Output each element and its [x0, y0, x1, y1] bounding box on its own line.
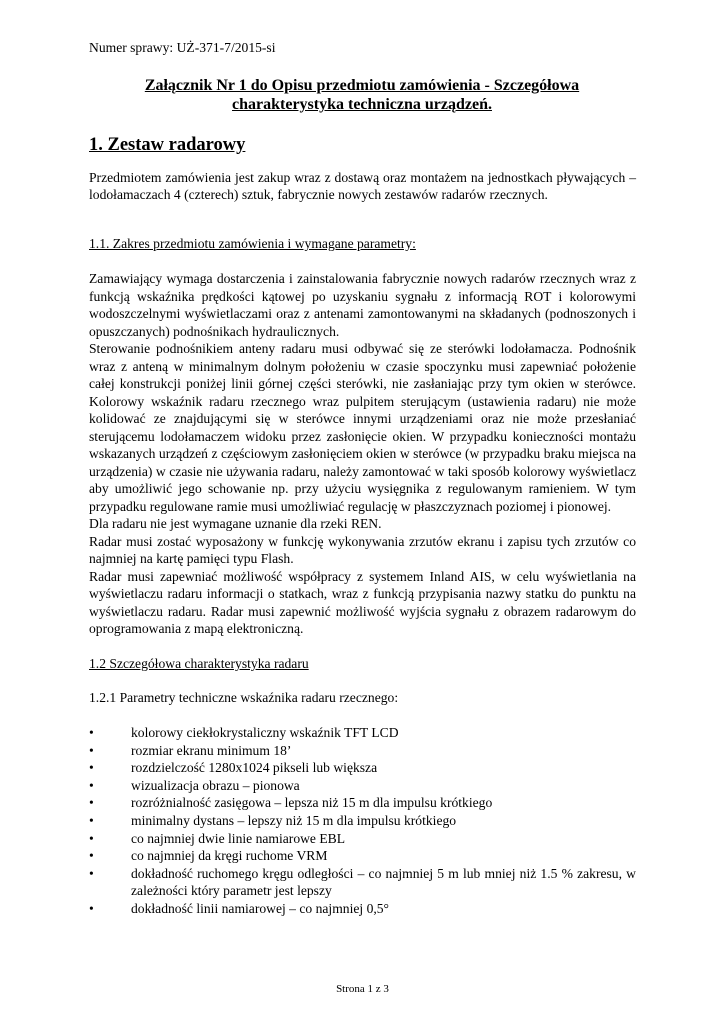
list-item	[89, 742, 636, 760]
bullet-icon: •	[89, 725, 94, 740]
subsection-heading-1-2-1: 1.2.1 Parametry techniczne wskaźnika radaru rzecznego:	[89, 690, 399, 705]
list-item-text: dokładność linii namiarowej – co najmniej 0,5°	[131, 900, 389, 916]
parameter-list	[89, 724, 636, 918]
document-title-line-1: Załącznik Nr 1 do Opisu przedmiotu zamówienia - Szczegółowa	[144, 77, 580, 94]
requirement-paragraph: Dla radaru nie jest wymagane uznanie dla rzeki REN.	[89, 516, 382, 531]
subsection-heading-1-1: 1.1. Zakres przedmiotu zamówienia i wymagane parametry:	[89, 236, 416, 251]
requirements-text	[89, 270, 636, 638]
intro-paragraph: Przedmiotem zamówienia jest zakup wraz z dostawą oraz montażem na jednostkach pływających – lodołamaczach 4 (czterech) sztuk, fabrycznie nowych zestawów radarów rzecznych.	[89, 170, 636, 203]
list-item	[89, 812, 636, 830]
list-item	[89, 830, 636, 848]
subsection-heading-1-2: 1.2 Szczegółowa charakterystyka radaru	[89, 656, 309, 671]
list-item-text: rozróżnialność zasięgowa – lepsza niż 15 m dla impulsu krótkiego	[131, 795, 493, 811]
requirement-paragraph: Radar musi zostać wyposażony w funkcję wykonywania zrzutów ekranu i zapisu tych zrzutów co najmniej na kartę pamięci typu Flash.	[89, 533, 636, 566]
section-heading: 1. Zestaw radarowy	[89, 135, 246, 155]
list-item-text: kolorowy ciekłokrystaliczny wskaźnik TFT LCD	[131, 725, 399, 740]
list-item-text: dokładność ruchomego kręgu odległości – co najmniej 5 m lub mniej niż 1.5 % zakresu, w zależności który parametr jest lepszy	[131, 865, 636, 899]
document-title	[89, 76, 635, 114]
requirement-paragraph: Zamawiający wymaga dostarczenia i zainstalowania fabrycznie nowych radarów rzecznych wraz z funkcją wskaźnika prędkości kątowej po uzyskaniu sygnału z informacją ROT i kolorowymi wodoszczelnymi wyświetlaczami oraz z antenami zamontowanymi na składanych (podnoszonych i opuszczanych) podnośnikach hydraulicznych.	[89, 271, 636, 339]
list-item	[89, 865, 636, 900]
list-item-text: co najmniej da kręgi ruchome VRM	[131, 848, 328, 864]
bullet-icon: •	[89, 795, 94, 811]
bullet-icon: •	[89, 812, 94, 828]
bullet-icon: •	[89, 865, 94, 881]
list-item	[89, 900, 636, 918]
list-item-text: rozdzielczość 1280x1024 pikseli lub większa	[131, 760, 378, 776]
list-item	[89, 794, 636, 812]
list-item	[89, 724, 636, 742]
bullet-icon: •	[89, 742, 94, 758]
bullet-icon: •	[89, 760, 94, 776]
requirement-paragraph: Radar musi zapewniać możliwość współpracy z systemem Inland AIS, w celu wyświetlania na wyświetlaczu radaru informacji o statkach, wraz z funkcją przypisania nazwy statku do punktu na wyświetlaczu radaru. Radar musi zapewnić możliwość wyjścia sygnału z obrazem radarowym do oprogramowania z mapą elektroniczną.	[89, 568, 636, 636]
list-item	[89, 777, 636, 795]
bullet-icon: •	[89, 777, 94, 793]
bullet-icon: •	[89, 830, 94, 846]
case-number: Numer sprawy: UŻ-371-7/2015-si	[89, 40, 276, 55]
list-item-text: rozmiar ekranu minimum 18’	[131, 742, 292, 758]
list-item	[89, 847, 636, 865]
bullet-icon: •	[89, 900, 94, 916]
document-title-line-2: charakterystyka techniczna urządzeń.	[232, 96, 492, 113]
list-item	[89, 759, 636, 777]
list-item-text: wizualizacja obrazu – pionowa	[131, 777, 300, 793]
list-item-text: minimalny dystans – lepszy niż 15 m dla impulsu krótkiego	[131, 812, 457, 828]
list-item-text: co najmniej dwie linie namiarowe EBL	[131, 830, 346, 846]
requirement-paragraph: Sterowanie podnośnikiem anteny radaru musi odbywać się ze sterówki lodołamacza. Podnośnik wraz z anteną w minimalnym dolnym położeniu w czasie spoczynku musi zapewniać położenie całej konstrukcji poniżej linii górnej części sterówki, nie zasłaniając przy tym okien w sterówce. Kolorowy wskaźnik radaru rzecznego wraz pulpitem sterującym (ustawienia radaru) nie może kolidować ze znajdującymi się w sterówce innymi urządzeniami oraz nie może przesłaniać sterującemu lodołamaczem widoku przez zasłonięcie okien. W przypadku konieczności montażu wskazanych urządzeń z częściowym zasłonięciem okien w sterówce (w przypadku braku miejsca na urządzenia) w czasie nie używania radaru, należy zamontować w taki sposób kolorowy wyświetlacz aby umożliwić jego schowanie np. przy użyciu wysięgnika z regulowanym ramieniem. W tym przypadku regulowane ramie musi umożliwiać regulację w płaszczyznach poziomej i pionowej.	[89, 341, 636, 514]
page-footer: Strona 1 z 3	[336, 983, 389, 995]
bullet-icon: •	[89, 848, 94, 864]
